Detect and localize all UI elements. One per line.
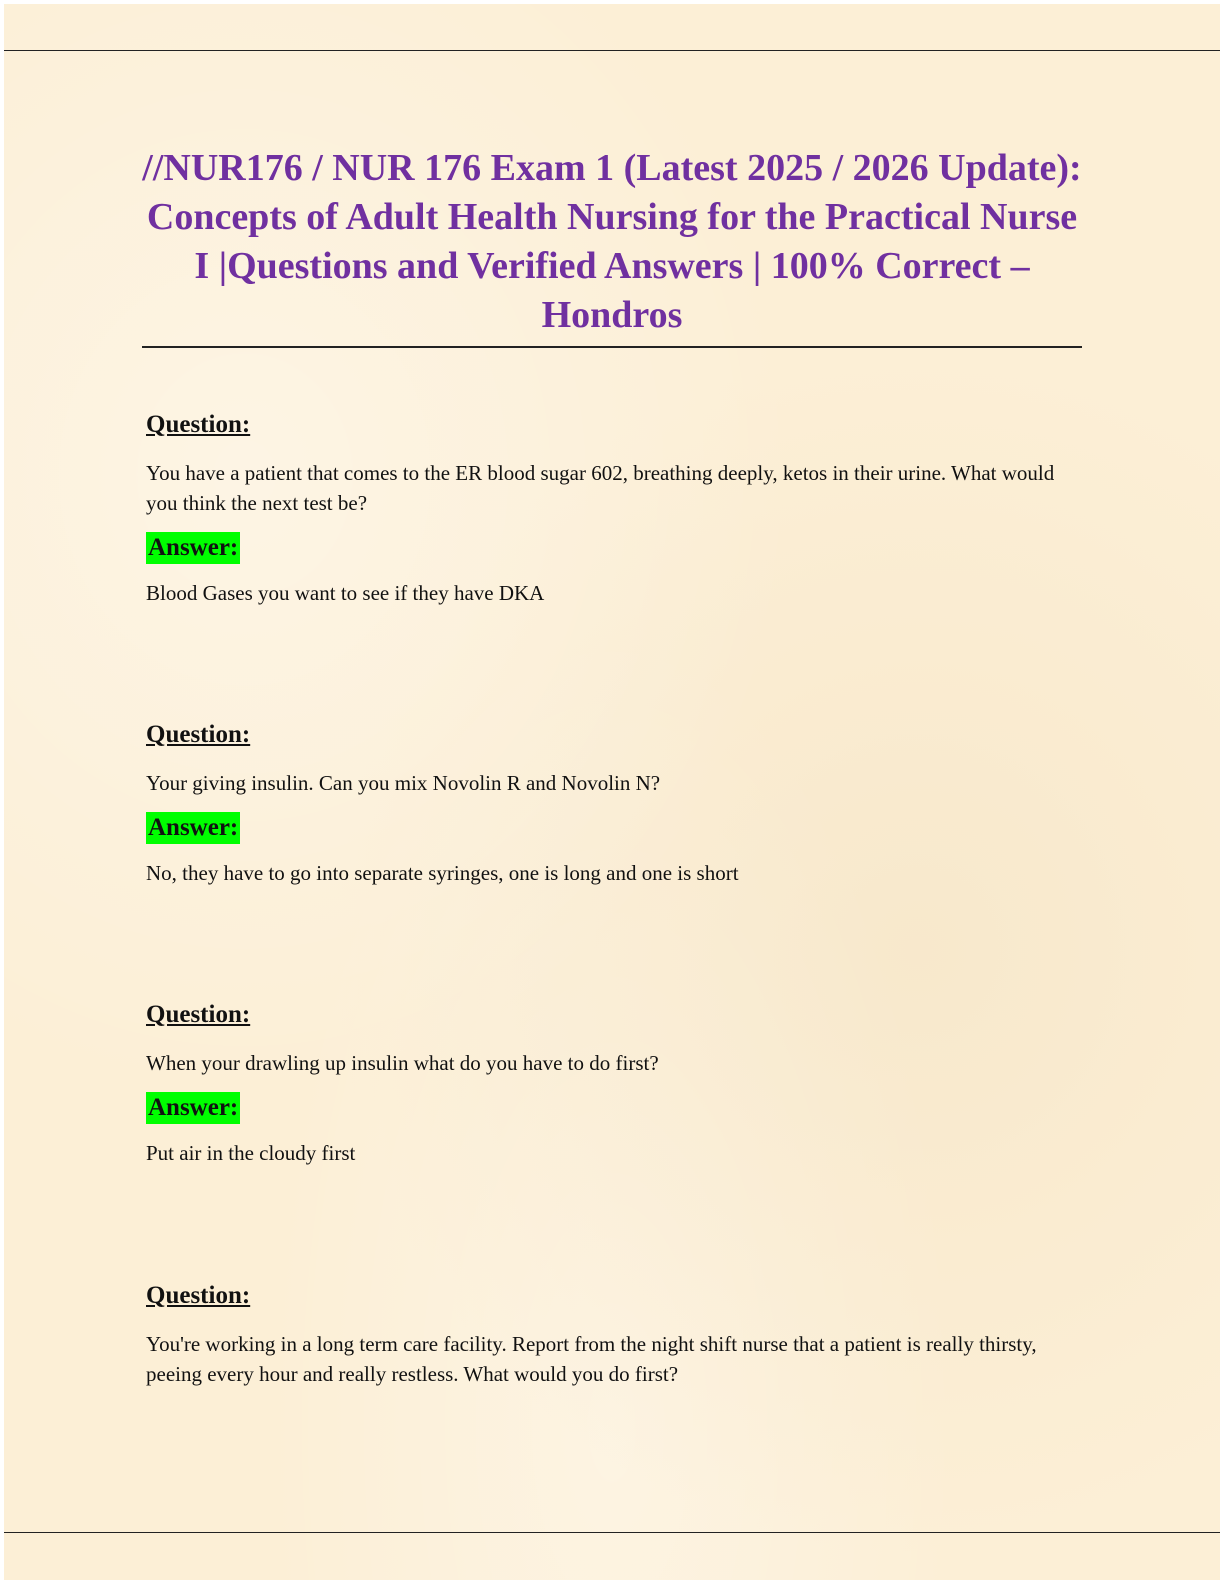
answer-label: Answer: [146,532,240,564]
title-underline [142,346,1082,348]
question-label: Question: [146,721,251,748]
answer-label: Answer: [146,1092,240,1124]
question-text: You're working in a long term care facility. Report from the night shift nurse that a patient is really thirsty, peeing every hour and really restless. What would you do first? [146,1332,1037,1386]
question-text: When your drawling up insulin what do you have to do first? [146,1051,659,1075]
footer-rule [4,1532,1220,1533]
answer-text: Put air in the cloudy first [146,1141,356,1165]
header-rule [4,50,1220,51]
qa-item-2 [146,720,1076,888]
answer-text: No, they have to go into separate syringes, one is long and one is short [146,861,739,885]
document-title: //NUR176 / NUR 176 Exam 1 (Latest 2025 / 2026 Update): Concepts of Adult Health Nursing for the Practical Nurse I |Questions and Verified Answers | 100% Correct – Hondros [142,147,1082,336]
question-text: Your giving insulin. Can you mix Novolin R and Novolin N? [146,771,661,795]
qa-item-4 [146,1281,1076,1389]
answer-text: Blood Gases you want to see if they have DKA [146,581,545,605]
question-text: You have a patient that comes to the ER blood sugar 602, breathing deeply, ketos in their urine. What would you think the next test be? [146,461,1055,515]
answer-label: Answer: [146,812,240,844]
question-label: Question: [146,1282,251,1309]
question-label: Question: [146,411,251,438]
qa-item-3 [146,1000,1076,1168]
question-label: Question: [146,1001,251,1028]
qa-item-1 [146,410,1076,608]
